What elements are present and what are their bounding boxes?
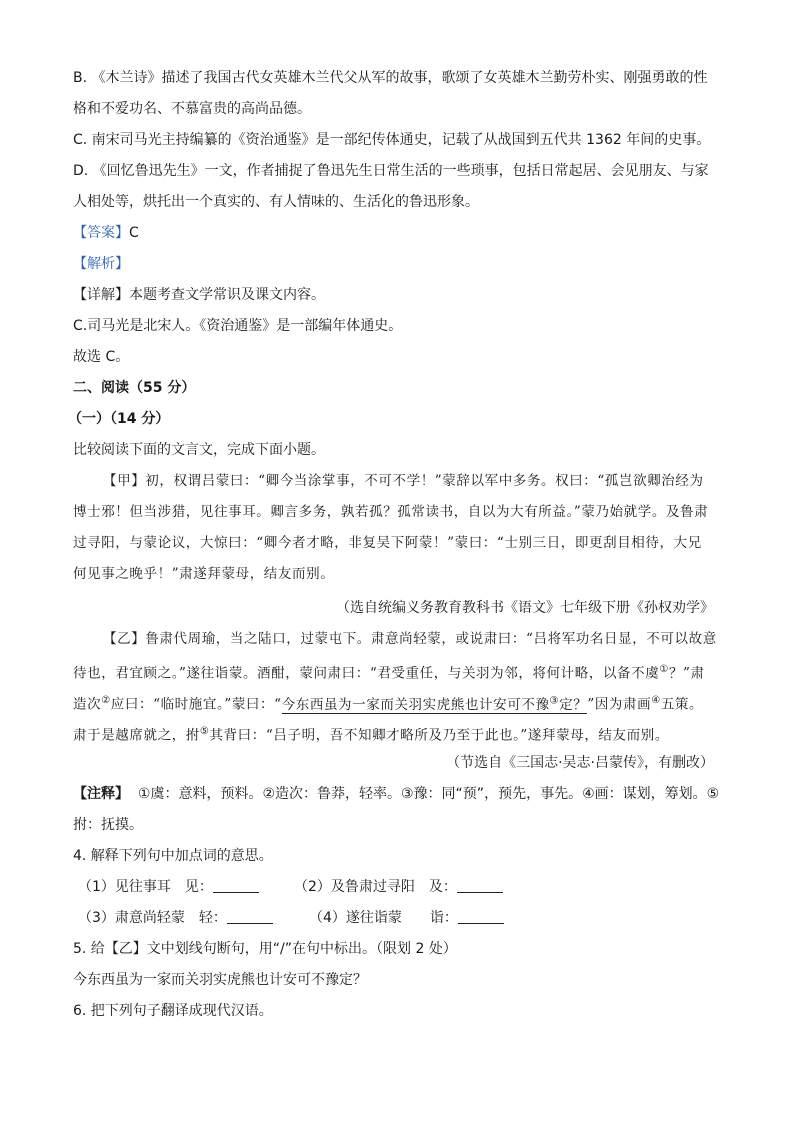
- q4-item1: [78, 877, 259, 897]
- q5-sentence: 今东西虽为一家而关羽实虎熊也计安可不豫定？: [73, 972, 367, 988]
- q4-item2-text: （2）及鲁肃过寻阳 及：: [294, 879, 457, 895]
- q4-blank4[interactable]: [458, 909, 504, 924]
- q4-blank3[interactable]: [227, 909, 273, 924]
- note-mark-4: ④: [651, 695, 661, 706]
- notes-line1: [73, 784, 719, 804]
- q4-item2: [294, 877, 503, 897]
- analysis-line2: C.司马光是北宋人。《资治通鉴》是一部编年体通史。: [73, 318, 403, 334]
- q4-item3-text: （3）肃意尚轻蒙 轻：: [78, 910, 227, 926]
- analysis-detail: 【详解】本题考查文学常识及课文内容。: [73, 287, 325, 303]
- q4-prompt: 4. 解释下列句中加点词的意思。: [73, 848, 273, 864]
- passage-b-line2: [73, 660, 705, 684]
- passage-a-line3: 过寻阳，与蒙论议，大惊曰：“卿今者才略，非复吴下阿蒙！”蒙曰：“士别三日，即更刮目相待，大兄: [73, 535, 702, 551]
- option-c: C. 南宋司马光主持编纂的《资治通鉴》是一部纪传体通史，记载了从战国到五代共 1362 年间的史事。: [73, 132, 711, 148]
- passage-b-line2-tail: ？”肃: [668, 665, 705, 682]
- q4-item4: [309, 908, 504, 928]
- passage-a-source: （选自统编义务教育教科书《语文》七年级下册《孙权劝学》: [336, 600, 714, 616]
- q4-blank2[interactable]: [457, 878, 503, 893]
- notes-text1: ①虞：意料，预料。②造次：鲁莽，轻率。③豫：同“预”，预先，事先。④画：谋划，筹划。⑤: [137, 786, 720, 802]
- note-mark-3: ③: [549, 695, 560, 706]
- passage-b-line3: [73, 691, 703, 715]
- passage-b-line4-a: 肃于是越席就之，拊: [73, 727, 200, 744]
- underlined-sentence-text: 今东西虽为一家而关羽实虎熊也计安可不豫: [281, 696, 550, 713]
- passage-a-line1: 【甲】初，权谓吕蒙曰：“卿今当涂掌事，不可不学！”蒙辞以军中多务。权曰：“孤岂欲卿治经为: [103, 473, 704, 489]
- answer-value: C: [129, 225, 139, 241]
- passage-b-line3-e: ”因为肃画: [587, 696, 652, 713]
- section-title: 二、阅读（55 分）: [73, 380, 196, 396]
- underlined-sentence-end: 定？: [559, 696, 588, 713]
- option-d-line2: 人相处等，烘托出一个真实的、有人情味的、生活化的鲁迅形象。: [73, 194, 479, 210]
- underlined-sentence: [282, 697, 588, 714]
- passage-b-line3-b: 应曰：“临时施宜。”蒙曰：“: [110, 696, 282, 713]
- section-subtitle: （一）（14 分）: [68, 411, 170, 427]
- passage-b-source: （节选自《三国志·吴志·吕蒙传》，有删改）: [446, 755, 714, 771]
- q5-prompt: 5. 给【乙】文中划线句断句，用“/”在句中标出。（限划 2 处）: [73, 941, 457, 957]
- passage-b-line3-a: 造次: [73, 696, 102, 713]
- q4-item1-text: （1）见往事耳 见：: [78, 879, 213, 895]
- passage-b-line2-text: 待也，君宜顾之。”遂往诣蒙。酒酣，蒙问肃曰：“君受重任，与关羽为邻，将何计略，以备不虞: [73, 665, 660, 682]
- answer-tag: 【答案】: [73, 225, 129, 241]
- option-b-line2: 格和不爱功名、不慕富贵的高尚品德。: [73, 101, 311, 117]
- section-instruction: 比较阅读下面的文言文，完成下面小题。: [73, 442, 325, 458]
- notes-tag: 【注释】: [73, 786, 129, 802]
- option-b-line1: B. 《木兰诗》描述了我国古代女英雄木兰代父从军的故事，歌颂了女英雄木兰勤劳朴实、刚强勇敢的性: [73, 70, 708, 86]
- q4-blank1[interactable]: [213, 878, 259, 893]
- q4-item4-text: （4）遂往诣蒙 诣：: [309, 910, 458, 926]
- note-mark-1: ①: [659, 664, 669, 675]
- q4-item3: [78, 908, 273, 928]
- analysis-tag: 【解析】: [73, 256, 129, 272]
- passage-b-line4-b: 其背曰：“吕子明，吾不知卿才略所及乃至于此也。”遂拜蒙母，结友而别。: [209, 727, 669, 744]
- note-mark-5: ⑤: [199, 726, 210, 737]
- passage-b-line3-f: 五策。: [660, 696, 704, 713]
- option-d-line1: D. 《回忆鲁迅先生》一文，作者捕捉了鲁迅先生日常生活的一些琐事，包括日常起居、会见朋友、与家: [73, 163, 709, 179]
- answer-line: [73, 223, 139, 243]
- analysis-line3: 故选 C。: [73, 349, 130, 365]
- notes-line2: 拊：抚摸。: [73, 817, 143, 833]
- q6-prompt: 6. 把下列句子翻译成现代汉语。: [73, 1003, 273, 1019]
- passage-a-line2: 博士邪！但当涉猎，见往事耳。卿言多务，孰若孤？孤常读书，自以为大有所益。”蒙乃始就学。及鲁肃: [73, 504, 709, 520]
- note-mark-2: ②: [101, 695, 111, 706]
- passage-b-line1: 【乙】鲁肃代周瑜，当之陆口，过蒙屯下。肃意尚轻蒙，或说肃曰：“吕将军功名日显，不可以故意: [103, 631, 717, 647]
- passage-b-line4: [73, 722, 669, 746]
- passage-a-line4: 何见事之晚乎！”肃遂拜蒙母，结友而别。: [73, 566, 335, 582]
